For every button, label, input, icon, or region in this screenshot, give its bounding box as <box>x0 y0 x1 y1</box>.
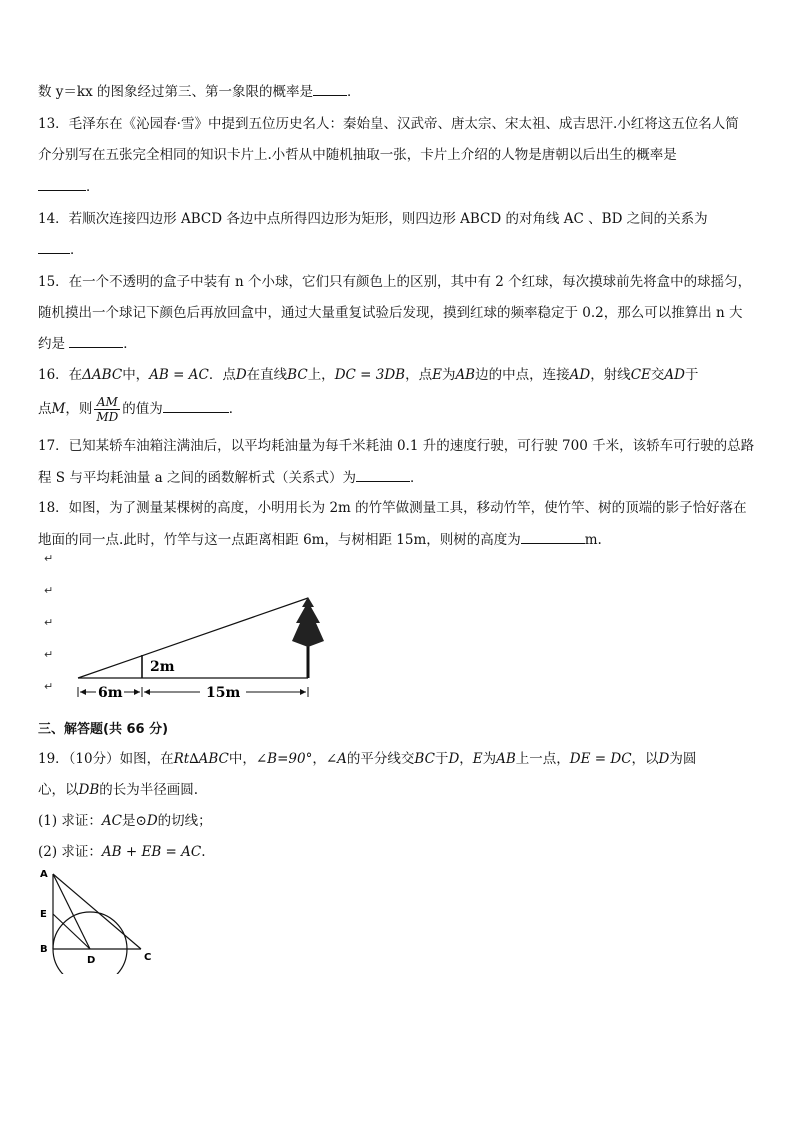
right-distance-label: 15m <box>206 685 241 701</box>
q17-line1: 17．已知某轿车油箱注满油后，以平均耗油量为每千米耗油 0.1 升的速度行驶，可行驶 700 千米，该轿车可行驶的总路 <box>38 438 755 454</box>
segment-de <box>53 914 90 949</box>
paragraph-mark: ↵ <box>44 616 54 629</box>
q16-text: 在直线 <box>246 367 288 383</box>
q16-math: AD <box>569 367 591 383</box>
tree-measurement-figure <box>60 585 330 715</box>
q12-text: 数 y＝kx 的图象经过第三、第一象限的概率是 <box>38 84 314 100</box>
q16-text: 上， <box>307 367 335 383</box>
q16-text: 边的中点，连接 <box>475 367 570 383</box>
q18-text: 地面的同一点.此时，竹竿与这一点距离相距 6m，与树相距 15m，则树的高度为 <box>38 532 521 548</box>
tree-crown-icon <box>292 597 324 647</box>
q16-line1 <box>38 366 698 384</box>
q19-math: AC <box>101 813 123 829</box>
q19-math: ∠A <box>325 751 347 767</box>
paragraph-mark: ↵ <box>44 680 54 693</box>
q19-math: AB + EB = AC <box>101 844 202 860</box>
q19-text: 上一点， <box>515 751 570 767</box>
q14-line2 <box>38 240 84 259</box>
q19-text: (2) 求证： <box>38 844 102 860</box>
q19-math: E <box>472 751 483 767</box>
answer-blank <box>69 334 123 348</box>
q19-math: D <box>658 751 670 767</box>
q19-text: 的切线； <box>157 813 212 829</box>
q12-suffix: ． <box>347 84 361 100</box>
q16-math: DC = 3DB <box>334 367 406 383</box>
answer-blank <box>38 177 86 191</box>
label-b: B <box>40 944 48 955</box>
q19-sub2 <box>38 843 206 861</box>
q16-text: 16．在 <box>38 367 83 383</box>
q16-math: BC <box>287 367 308 383</box>
q19-math: ∠B=90° <box>255 751 313 767</box>
q14-suffix: ． <box>70 242 84 258</box>
q14-line1: 14．若顺次连接四边形 ABCD 各边中点所得四边形为矩形，则四边形 ABCD 的对角线 AC 、BD 之间的关系为 <box>38 211 708 227</box>
q16-text: 于 <box>684 367 699 383</box>
label-e: E <box>40 909 47 920</box>
q16-text: ，则 <box>65 401 93 417</box>
q19-math: Rt∆ABC <box>173 751 229 767</box>
q19-text: 心，以 <box>38 782 79 798</box>
q18-suffix: m. <box>584 532 602 548</box>
q19-text: 是⊙ <box>122 813 147 829</box>
answer-blank <box>356 468 410 482</box>
answer-blank <box>38 240 70 254</box>
fraction-denominator: MD <box>96 410 119 424</box>
q18-line2 <box>38 530 602 549</box>
q19-text: 为 <box>482 751 497 767</box>
q19-text: ， <box>459 751 473 767</box>
q16-text: 为 <box>441 367 456 383</box>
q16-math: AD <box>664 367 685 383</box>
paragraph-mark: ↵ <box>44 584 54 597</box>
q19-line1 <box>38 750 696 768</box>
q16-math: M <box>51 401 66 417</box>
q16-math: E <box>432 367 442 383</box>
q16-text: ．点 <box>208 367 236 383</box>
q19-text: 于 <box>434 751 449 767</box>
answer-blank <box>313 82 347 96</box>
q19-math: DB <box>78 782 100 798</box>
q15-text: 约是 <box>38 336 65 352</box>
paragraph-mark: ↵ <box>44 552 54 565</box>
left-distance-label: 6m <box>98 685 123 701</box>
q16-math: D <box>235 367 247 383</box>
q19-math: DE = DC <box>569 751 632 767</box>
q19-text: 的长为半径画圆. <box>99 782 199 798</box>
q19-text: ， <box>312 751 326 767</box>
q17-suffix: ． <box>409 470 424 486</box>
q19-text: 19．（10分）如图，在 <box>38 751 174 767</box>
q16-text: 的值为 <box>122 401 163 417</box>
fraction-am-md <box>94 395 120 424</box>
sun-ray-line <box>78 598 308 678</box>
q19-sub1 <box>38 812 212 830</box>
q12-tail <box>38 82 361 101</box>
paragraph-mark: ↵ <box>44 648 54 661</box>
q16-text: 点 <box>38 401 52 417</box>
q13-line1: 13．毛泽东在《沁园春·雪》中提到五位历史名人：秦始皇、汉武帝、唐太宗、宋太祖、成吉思汗.小红将这五位名人简 <box>38 116 739 132</box>
section-heading: 三、解答题(共 66 分) <box>38 722 169 737</box>
label-a: A <box>40 869 48 880</box>
q19-line2 <box>38 781 198 799</box>
triangle-circle-figure <box>34 864 164 974</box>
q19-text: ，以 <box>631 751 659 767</box>
q15-line1: 15．在一个不透明的盒子中装有 n 个小球，它们只有颜色上的区别，其中有 2 个红球，每次摸球前先将盒中的球摇匀， <box>38 274 752 290</box>
q13-suffix: ． <box>86 179 100 195</box>
q13-line2: 介分别写在五张完全相同的知识卡片上.小哲从中随机抽取一张，卡片上介绍的人物是唐朝以后出生的概率是 <box>38 147 677 163</box>
q16-text: ，射线 <box>590 367 631 383</box>
label-d: D <box>87 955 96 966</box>
q19-math: D <box>448 751 460 767</box>
side-ac <box>53 874 141 949</box>
q19-text: 中， <box>228 751 256 767</box>
q16-math: AB <box>455 367 476 383</box>
q17-text: 程 S 与平均耗油量 a 之间的函数解析式（关系式）为 <box>38 470 356 486</box>
q18-line1: 18．如图，为了测量某棵树的高度，小明用长为 2m 的竹竿做测量工具，移动竹竿，使竹竿、树的顶端的影子恰好落在 <box>38 500 747 516</box>
q16-math: AB = AC <box>149 367 209 383</box>
q16-text: 中， <box>122 367 150 383</box>
q15-suffix: ． <box>123 336 137 352</box>
label-c: C <box>144 952 152 963</box>
answer-blank <box>521 530 585 544</box>
q19-math: AB <box>496 751 516 767</box>
q19-text: . <box>201 844 206 860</box>
q19-math: BC <box>414 751 435 767</box>
q15-line3 <box>38 334 137 353</box>
q15-line2: 随机摸出一个球记下颜色后再放回盒中，通过大量重复试验后发现，摸到红球的频率稳定于 0.2，那么可以推算出 n 大 <box>38 305 743 321</box>
q16-text: 交 <box>650 367 665 383</box>
q19-text: 的平分线交 <box>346 751 415 767</box>
q19-text: (1) 求证： <box>38 813 102 829</box>
q16-suffix: ． <box>228 401 243 417</box>
q16-line2 <box>38 394 242 424</box>
q16-math: CE <box>630 367 651 383</box>
pole-length-label: 2m <box>150 659 175 675</box>
q13-line3 <box>38 177 100 196</box>
answer-blank <box>163 399 229 413</box>
q17-line2 <box>38 468 423 487</box>
fraction-numerator: AM <box>94 395 120 410</box>
q16-text: ，点 <box>405 367 433 383</box>
q19-math: D <box>146 813 158 829</box>
q16-math: ΔABC <box>82 367 123 383</box>
segment-ad <box>53 874 90 949</box>
q19-text: 为圆 <box>669 751 697 767</box>
